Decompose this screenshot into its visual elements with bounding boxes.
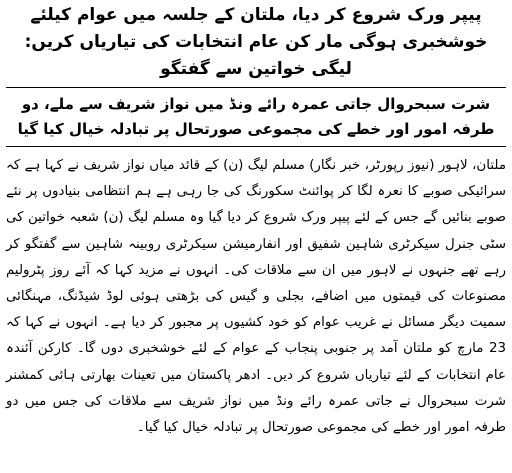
headline: پیپر ورک شروع کر دیا، ملتان کے جلسہ میں عوام کیلئے خوشخبری ہوگی مار کن عام انتخابات کی تیاریاں کریں: لیگی خواتین سے گفتگو <box>24 5 488 79</box>
news-clipping <box>0 2 512 473</box>
subhead-divider <box>6 146 506 147</box>
subheadline: شرت سبحروال جاتی عمرہ رائے ونڈ میں نواز شریف سے ملے، دو طرفہ امور اور خطے کی مجموعی صورتحال پر تبادلہ خیال کیا گیا <box>17 95 495 138</box>
article-body: ملتان، لاہور (نیوز رپورٹر، خبر نگار) مسلم لیگ (ن) کے قائد میاں نواز شریف نے کہا ہے کہ سرائیکی صوبے کا نعرہ لگا کر پوائنٹ سکورنگ کی جا رہی ہے ہم انتظامی بنیادوں پر نئے صوبے بنائیں گے جس کے لئے پیپر ورک شروع کر دیا گیا وہ مسلم لیگ (ن) شعبہ خواتین کی سٹی جنرل سیکرٹری شاہین شفیق اور انفارمیشن سیکرٹری روبینہ شاہین سے گفتگو کر رہے تھے جنہوں نے لاہور میں ان سے ملاقات کی۔ انہوں نے مزید کہا کہ آئے روز پٹرولیم مصنوعات کی قیمتوں میں اضافے، بجلی و گیس کی بڑھتی ہوئی لوڈ شیڈنگ، مہنگائی سمیت دیگر مسائل نے غریب عوام کو خود کشیوں پر مجبور کر دیا ہے۔ انہوں نے کہا کہ 23 مارچ کو ملتان آمد پر جنوبی پنجاب کے عوام کے لئے خوشخبری دوں گا۔ کارکن آئندہ عام انتخابات کے لئے تیاریاں شروع کر دیں۔ ادھر پاکستان میں تعینات بھارتی ہائی کمشنر شرت سبحروال نے جاتی عمرہ رائے ونڈ میں نواز شریف سے ملاقات کی جس میں دو طرفہ امور اور خطے کی مجموعی صورتحال پر تبادلہ خیال کیا گیا۔ <box>6 158 506 436</box>
headline-divider <box>6 87 506 88</box>
